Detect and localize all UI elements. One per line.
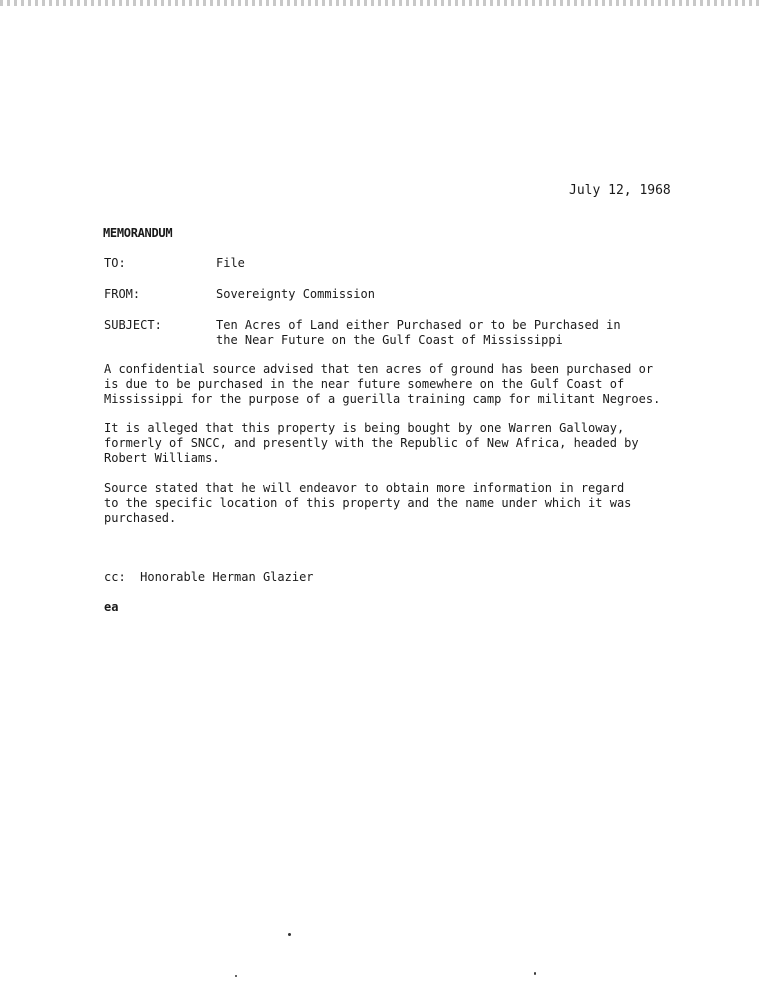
typist-initials: ea: [104, 600, 119, 614]
body-paragraph-2: It is alleged that this property is being bought by one Warren Galloway, formerly of SNCC, and presently with the Republic of New Africa, headed by Robert Williams.: [104, 421, 639, 465]
to-label: TO:: [104, 256, 126, 270]
subject-label: SUBJECT:: [104, 318, 162, 332]
subject-value: Ten Acres of Land either Purchased or to be Purchased in the Near Future on the Gulf Coast of Mississippi: [216, 318, 621, 347]
cc-line: cc: Honorable Herman Glazier: [104, 570, 314, 584]
scan-speck: [534, 972, 536, 975]
scan-top-edge: [0, 0, 763, 6]
body-paragraph-3: Source stated that he will endeavor to obtain more information in regard to the specific location of this property and the name under which it was purchased.: [104, 481, 632, 525]
to-value: File: [216, 256, 245, 270]
memo-heading: MEMORANDUM: [103, 226, 173, 240]
scan-speck: [288, 933, 291, 936]
scan-speck: [235, 975, 237, 977]
body-paragraph-1: A confidential source advised that ten acres of ground has been purchased or is due to be purchased in the near future somewhere on the Gulf Coast of Mississippi for the purpose of a guerilla training camp for militant Negroes.: [104, 362, 661, 406]
from-label: FROM:: [104, 287, 141, 301]
from-value: Sovereignty Commission: [216, 287, 375, 301]
memo-date: July 12, 1968: [569, 183, 671, 198]
